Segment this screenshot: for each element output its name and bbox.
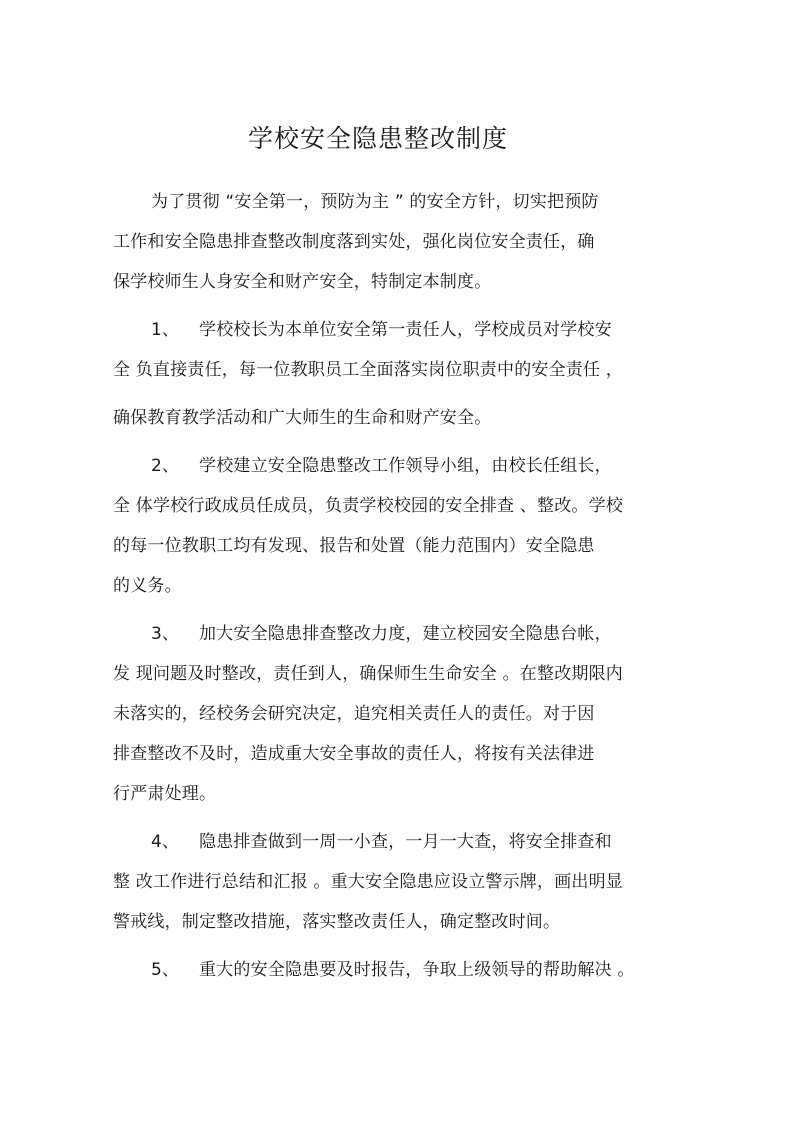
item-line: 未落实的，经校务会研究决定，追究相关责任人的责任。对于因	[113, 704, 595, 724]
item-line: 确保教育教学活动和广大师生的生命和财产安全。	[113, 408, 492, 428]
intro-line: 保学校师生人身安全和财产安全，特制定本制度。	[113, 272, 492, 292]
item-line: 整 改工作进行总结和汇报 。重大安全隐患应设立警示牌，画出明显	[113, 872, 624, 892]
item-line: 排查整改不及时，造成重大安全事故的责任人，将按有关法律进	[113, 744, 595, 764]
item-first-line	[151, 453, 612, 479]
item-number: 1、	[151, 320, 180, 340]
item-line: 的每一位教职工均有发现、报告和处置（能力范围内）安全隐患	[113, 536, 595, 556]
item-number: 5、	[151, 960, 180, 980]
item-first-line	[151, 829, 612, 855]
item-text: 重大的安全隐患要及时报告，争取上级领导的帮助解决 。	[199, 960, 635, 980]
intro-line: 为了贯彻 “安全第一，预防为主 ” 的安全方针，切实把预防	[151, 192, 599, 212]
item-line: 全 体学校行政成员任成员，负责学校校园的安全排查 、整改。学校	[113, 496, 624, 516]
item-text: 加大安全隐患排查整改力度，建立校园安全隐患台帐，	[199, 624, 612, 644]
item-number: 3、	[151, 624, 180, 644]
item-first-line	[151, 317, 612, 343]
item-line: 警戒线，制定整改措施，落实整改责任人，确定整改时间。	[113, 912, 561, 932]
item-line: 的义务。	[113, 576, 182, 596]
intro-line: 工作和安全隐患排查整改制度落到实处，强化岗位安全责任，确	[113, 232, 595, 252]
item-number: 4、	[151, 832, 180, 852]
item-line: 发 现问题及时整改，责任到人，确保师生生命安全 。在整改期限内	[113, 664, 624, 684]
document-title: 学校安全隐患整改制度	[247, 124, 508, 153]
item-first-line	[151, 621, 612, 647]
item-number: 2、	[151, 456, 180, 476]
item-first-line	[151, 957, 635, 983]
item-text: 学校校长为本单位安全第一责任人，学校成员对学校安	[199, 320, 612, 340]
item-text: 学校建立安全隐患整改工作领导小组，由校长任组长，	[199, 456, 612, 476]
item-text: 隐患排查做到一周一小查，一月一大查，将安全排查和	[199, 832, 612, 852]
item-line: 行严肃处理。	[113, 784, 217, 804]
item-line: 全 负直接责任，每一位教职员工全面落实岗位职责中的安全责任 ，	[113, 360, 624, 380]
